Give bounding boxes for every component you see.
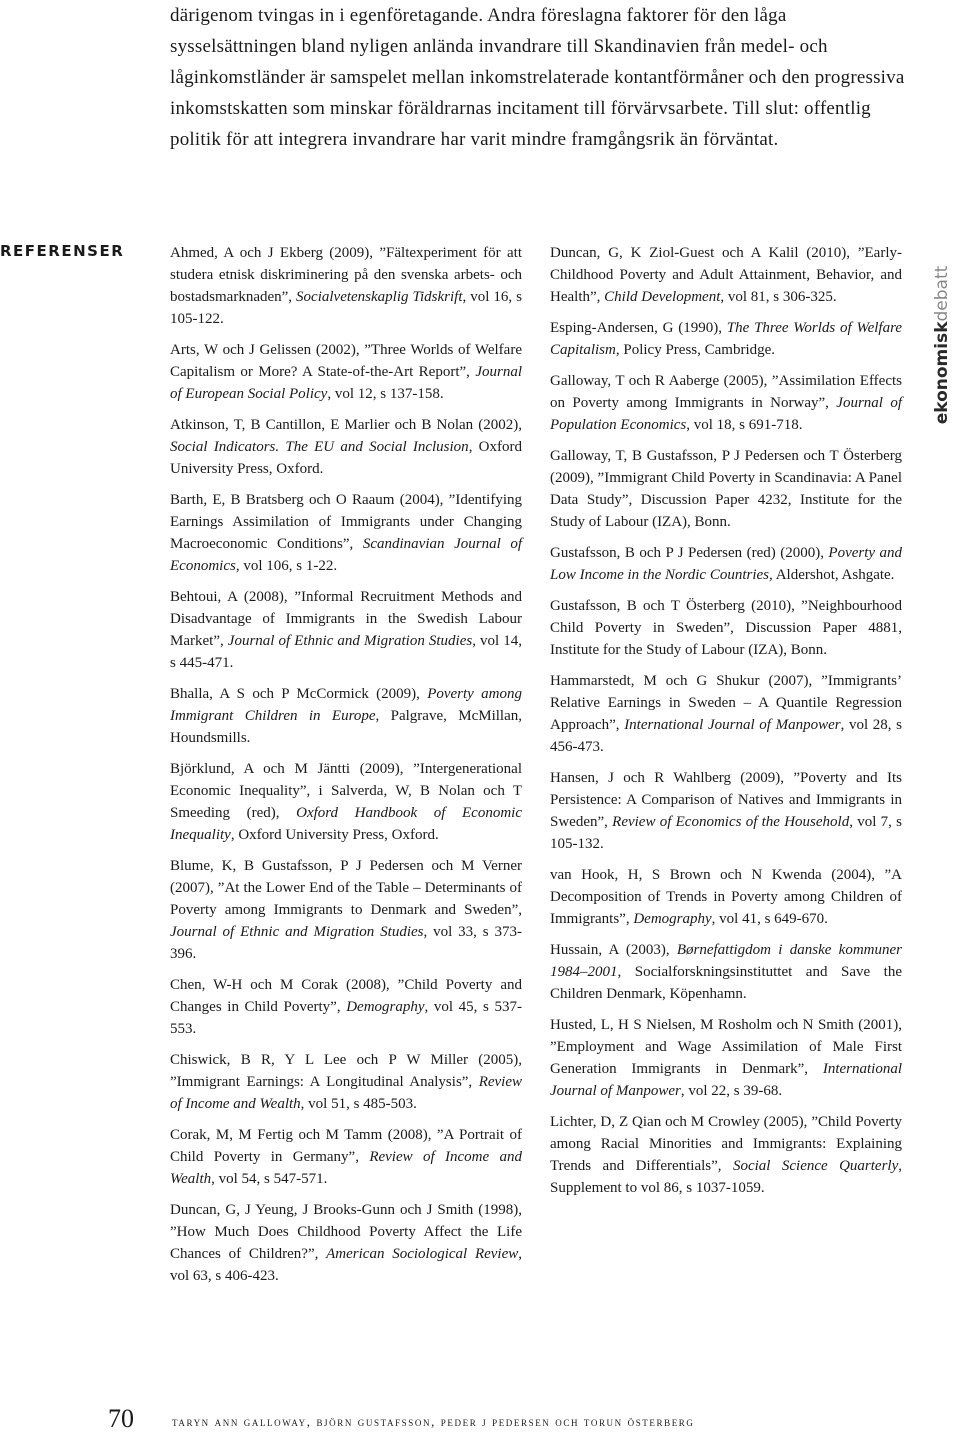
reference-entry (170, 586, 522, 674)
page-number: 70 (108, 1404, 134, 1433)
side-mark-light: debatt (932, 265, 952, 322)
side-mark-bold: ekonomisk (932, 321, 952, 425)
reference-entry (550, 670, 902, 758)
reference-entry (550, 1014, 902, 1102)
reference-title: Journal of European Social Policy (170, 364, 522, 402)
reference-text: , vol 41, s 649-670. (711, 911, 828, 927)
reference-text: , Supplement to vol 86, s 1037-1059. (550, 1158, 902, 1196)
reference-text: Galloway, T, B Gustafsson, P J Pedersen och T Österberg (2009), ”Immigrant Child Poverty in Scandinavia: A Panel Data Study”, Discussion Paper 4232, Institute for the Study of Labour (IZA), Bonn. (550, 448, 902, 530)
reference-text: Duncan, G, J Yeung, J Brooks-Gunn och J Smith (1998), ”How Much Does Childhood Poverty Affect the Life Chances of Children?”, (170, 1202, 522, 1262)
reference-entry (170, 339, 522, 405)
reference-text: , Aldershot, Ashgate. (769, 567, 895, 583)
reference-title: Review of Income and Wealth (170, 1074, 522, 1112)
reference-text: , Oxford University Press, Oxford. (170, 439, 523, 477)
reference-text: , Oxford University Press, Oxford. (230, 827, 439, 843)
reference-entry (170, 1124, 522, 1190)
reference-entry (550, 595, 902, 661)
reference-entry (170, 1049, 522, 1115)
journal-side-mark (928, 250, 956, 440)
reference-text: Hammarstedt, M och G Shukur (2007), ”Immigrants’ Relative Earnings in Sweden – A Quantile Regression Approach”, (550, 673, 902, 733)
reference-text: Hussain, A (2003), (550, 942, 677, 958)
reference-title: Review of Income and Wealth (170, 1149, 522, 1187)
reference-text: Atkinson, T, B Cantillon, E Marlier och B Nolan (2002), (170, 417, 522, 433)
reference-title: Socialvetenskaplig Tidskrift (296, 289, 463, 305)
reference-title: American Sociological Review (326, 1246, 519, 1262)
references-column-left (170, 242, 522, 1296)
reference-title: Demography (346, 999, 425, 1015)
reference-title: Scandinavian Journal of Economics (170, 536, 522, 574)
reference-text: , vol 12, s 137-158. (327, 386, 444, 402)
reference-text: Chen, W-H och M Corak (2008), ”Child Poverty and Changes in Child Poverty”, (170, 977, 522, 1015)
reference-text: , Palgrave, McMillan, Houndsmills. (170, 708, 522, 746)
reference-entry (550, 445, 902, 533)
reference-text: Lichter, D, Z Qian och M Crowley (2005), ”Child Poverty among Racial Minorities and Immigrants: Explaining Trends and Differentials”, (550, 1114, 902, 1174)
reference-entry (550, 1111, 902, 1199)
reference-text: Barth, E, B Bratsberg och O Raaum (2004), ”Identifying Earnings Assimilation of Immigrants under Changing Macroeconomic Conditions”, (170, 492, 522, 552)
reference-title: Poverty and Low Income in the Nordic Countries (550, 545, 903, 583)
reference-text: Galloway, T och R Aaberge (2005), ”Assimilation Effects on Poverty among Immigrants in Norway”, (550, 373, 902, 411)
reference-entry (170, 974, 522, 1040)
reference-entry (550, 542, 902, 586)
reference-title: Journal of Ethnic and Migration Studies (227, 633, 473, 649)
reference-title: Oxford Handbook of Economic Inequality (170, 805, 523, 843)
reference-title: Social Indicators. The EU and Social Inclusion (170, 439, 469, 455)
reference-entry (550, 767, 902, 855)
reference-title: Review of Economics of the Household (612, 814, 850, 830)
reference-text: , vol 106, s 1-22. (235, 558, 338, 574)
references-column-right (550, 242, 902, 1208)
reference-title: International Journal of Manpower (550, 1061, 902, 1099)
reference-text: , vol 54, s 547-571. (211, 1171, 328, 1187)
reference-entry (550, 317, 902, 361)
reference-entry (170, 683, 522, 749)
reference-entry (170, 489, 522, 577)
reference-text: , vol 28, s 456-473. (550, 717, 902, 755)
reference-text: Gustafsson, B och P J Pedersen (red) (2000), (550, 545, 829, 561)
reference-entry (550, 939, 902, 1005)
reference-title: Child Development (604, 289, 721, 305)
reference-title: Demography (633, 911, 712, 927)
section-heading-references: REFERENSER (0, 242, 125, 260)
reference-text: , vol 18, s 691-718. (686, 417, 803, 433)
reference-entry (170, 1199, 522, 1287)
reference-text: Gustafsson, B och T Österberg (2010), ”Neighbourhood Child Poverty in Sweden”, Discussion Paper 4881, Institute for the Study of Labour (IZA), Bonn. (550, 598, 902, 658)
reference-title: Social Science Quarterly (732, 1158, 899, 1174)
reference-text: Ahmed, A och J Ekberg (2009), ”Fältexperiment för att studera etnisk diskriminering på den svenska arbets- och bostadsmarknaden”, (170, 245, 522, 305)
reference-title: Børnefattigdom i danske kommuner 1984–2001 (550, 942, 902, 980)
reference-text: , Policy Press, Cambridge. (615, 342, 776, 358)
reference-text: , vol 45, s 537-553. (170, 999, 522, 1037)
reference-text: Husted, L, H S Nielsen, M Rosholm och N Smith (2001), ”Employment and Wage Assimilation of Male First Generation Immigrants in Denmark”, (550, 1017, 902, 1077)
reference-entry (170, 855, 522, 965)
reference-text: Björklund, A och M Jäntti (2009), ”Intergenerational Economic Inequality”, i Salverda, W, B Nolan och T Smeeding (red), (170, 761, 522, 821)
reference-text: Bhalla, A S och P McCormick (2009), (170, 686, 428, 702)
reference-entry (550, 864, 902, 930)
reference-text: van Hook, H, S Brown och N Kwenda (2004), ”A Decomposition of Trends in Poverty among Children of Immigrants”, (550, 867, 902, 927)
reference-text: , vol 81, s 306-325. (720, 289, 837, 305)
reference-text: , vol 63, s 406-423. (170, 1246, 523, 1284)
reference-entry (170, 758, 522, 846)
reference-entry (170, 414, 522, 480)
reference-text: Blume, K, B Gustafsson, P J Pedersen och M Verner (2007), ”At the Lower End of the Table – Determinants of Poverty among Immigrants to Denmark and Sweden”, (170, 858, 522, 918)
reference-text: , vol 51, s 485-503. (300, 1096, 417, 1112)
reference-text: , vol 16, s 105-122. (170, 289, 523, 327)
reference-text: , vol 22, s 39-68. (680, 1083, 783, 1099)
reference-title: The Three Worlds of Welfare Capitalism (550, 320, 903, 358)
reference-text: , vol 7, s 105-132. (550, 814, 902, 852)
reference-text: Duncan, G, K Ziol-Guest och A Kalil (2010), ”Early-Childhood Poverty and Adult Attainment, Behavior, and Health”, (550, 245, 902, 305)
reference-title: Poverty among Immigrant Children in Europe (170, 686, 522, 724)
reference-text: , vol 33, s 373-396. (170, 924, 523, 962)
reference-text: Behtoui, A (2008), ”Informal Recruitment Methods and Disadvantage of Immigrants in the Swedish Labour Market”, (170, 589, 522, 649)
reference-entry (550, 370, 902, 436)
reference-entry (550, 242, 902, 308)
intro-paragraph: därigenom tvingas in i egenföretagande. Andra föreslagna faktorer för den låga sysselsättningen bland nyligen anlända invandrare till Skandinavien från medel- och låginkomstländer är samspelet mellan inkomstrelaterade kontantförmåner och den progressiva inkomstskatten som minskar föräldrarnas incitament till förvärvsarbete. Till slut: offentlig politik för att integrera invandrare har varit mindre framgångsrik än förväntat. (170, 5, 905, 150)
reference-text: Esping-Andersen, G (1990), (550, 320, 727, 336)
reference-title: Journal of Population Economics (550, 395, 902, 433)
reference-text: , Socialforskningsinstituttet and Save the Children Denmark, Köpenhamn. (550, 964, 902, 1002)
reference-text: Hansen, J och R Wahlberg (2009), ”Poverty and Its Persistence: A Comparison of Natives and Immigrants in Sweden”, (550, 770, 902, 830)
reference-text: Chiswick, B R, Y L Lee och P W Miller (2005), ”Immigrant Earnings: A Longitudinal Analysis”, (170, 1052, 522, 1090)
reference-title: International Journal of Manpower (624, 717, 841, 733)
reference-title: Journal of Ethnic and Migration Studies (170, 924, 424, 940)
running-footer-authors: taryn ann galloway, björn gustafsson, peder j pedersen och torun österberg (172, 1414, 695, 1429)
reference-text: Corak, M, M Fertig och M Tamm (2008), ”A Portrait of Child Poverty in Germany”, (170, 1127, 522, 1165)
reference-entry (170, 242, 522, 330)
reference-text: Arts, W och J Gelissen (2002), ”Three Worlds of Welfare Capitalism or More? A State-of-the-Art Report”, (170, 342, 522, 380)
reference-text: , vol 14, s 445-471. (170, 633, 522, 671)
